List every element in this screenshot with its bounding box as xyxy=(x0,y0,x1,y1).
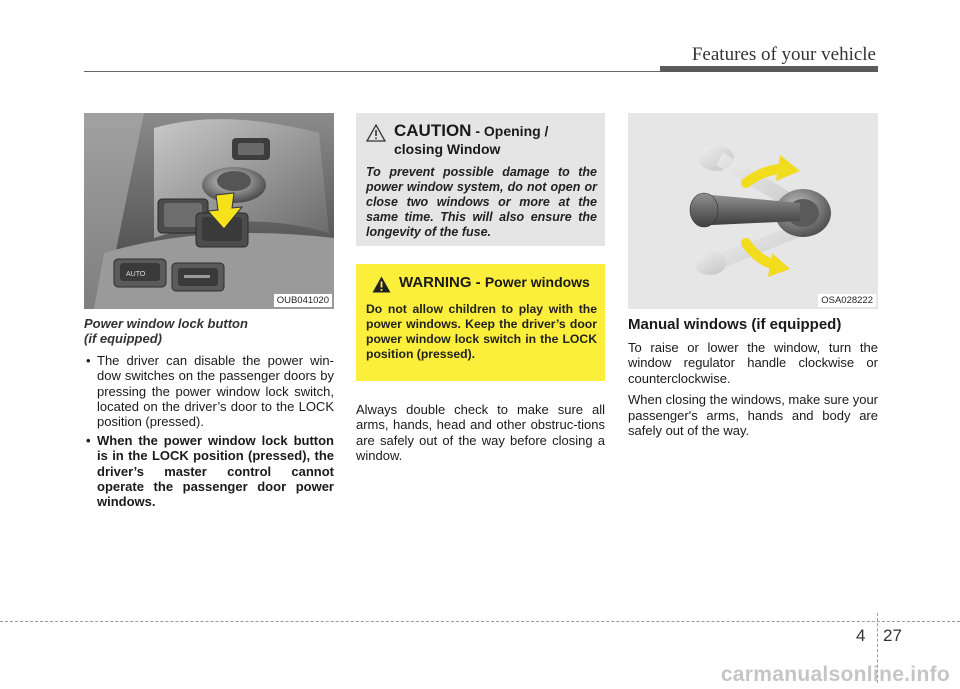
list-item: • The driver can disable the power win-dow switches on the passenger doors by pressing the power window lock switch, located on the driver’s door to the LOCK position (pressed). xyxy=(84,353,334,430)
subhead-note: (if equipped) xyxy=(84,331,162,347)
power-window-lock-section xyxy=(84,316,334,513)
warning-title: WARNING - xyxy=(399,274,485,291)
warning-subtitle: Power windows xyxy=(484,274,590,290)
photo-caption: OUB041020 xyxy=(274,294,332,307)
door-switch-photo xyxy=(84,113,334,309)
manual-windows-section xyxy=(628,316,878,444)
footer-rule xyxy=(0,621,960,622)
caution-box xyxy=(356,113,605,246)
caution-title: CAUTION xyxy=(394,121,472,140)
warning-triangle-icon xyxy=(372,276,391,298)
window-handle-photo xyxy=(628,113,878,309)
header-rule-accent xyxy=(660,66,878,72)
window-handle-illustration xyxy=(628,113,878,309)
warning-heading xyxy=(366,274,597,298)
list-item: • When the power window lock button is in the LOCK position (pressed), the driver’s master control cannot operate the passenger door power windows. xyxy=(84,433,334,510)
paragraph: When closing the windows, make sure your passenger's arms, hands and body are safely out of the way. xyxy=(628,392,879,439)
section-heading: Manual windows (if equipped) xyxy=(628,316,842,333)
photo-caption: OSA028222 xyxy=(818,294,876,307)
watermark: carmanualsonline.info xyxy=(720,663,950,686)
warning-box xyxy=(356,264,605,381)
caution-heading xyxy=(366,121,597,159)
page-number: 27 xyxy=(883,626,902,645)
caution-text: To prevent possible damage to the power window system, do not open or close two windows or more at the same time. This will also ensure the longevity of the fuse. xyxy=(366,165,597,239)
subhead xyxy=(84,316,334,347)
subhead-title: Power window lock button xyxy=(84,316,248,331)
header-rule xyxy=(84,71,660,72)
safety-check-text: Always double check to make sure all arms, hands, head and other obstruc-tions are safely out of the way before closing a window. xyxy=(356,402,605,464)
door-switch-illustration xyxy=(84,113,334,309)
auto-switch-label: AUTO xyxy=(126,271,146,278)
section-title: Features of your vehicle xyxy=(691,44,876,65)
warning-text: Do not allow children to play with the power windows. Keep the driver’s door power window lock switch in the LOCK position (pressed). xyxy=(366,302,597,361)
chapter-number: 4 xyxy=(856,626,866,645)
bullet-list xyxy=(84,353,334,510)
paragraph: To raise or lower the window, turn the window regulator handle clockwise or counterclockwise. xyxy=(628,340,878,386)
caution-triangle-icon xyxy=(366,124,386,147)
caution-subtitle: - Opening / closing Window xyxy=(394,123,549,157)
